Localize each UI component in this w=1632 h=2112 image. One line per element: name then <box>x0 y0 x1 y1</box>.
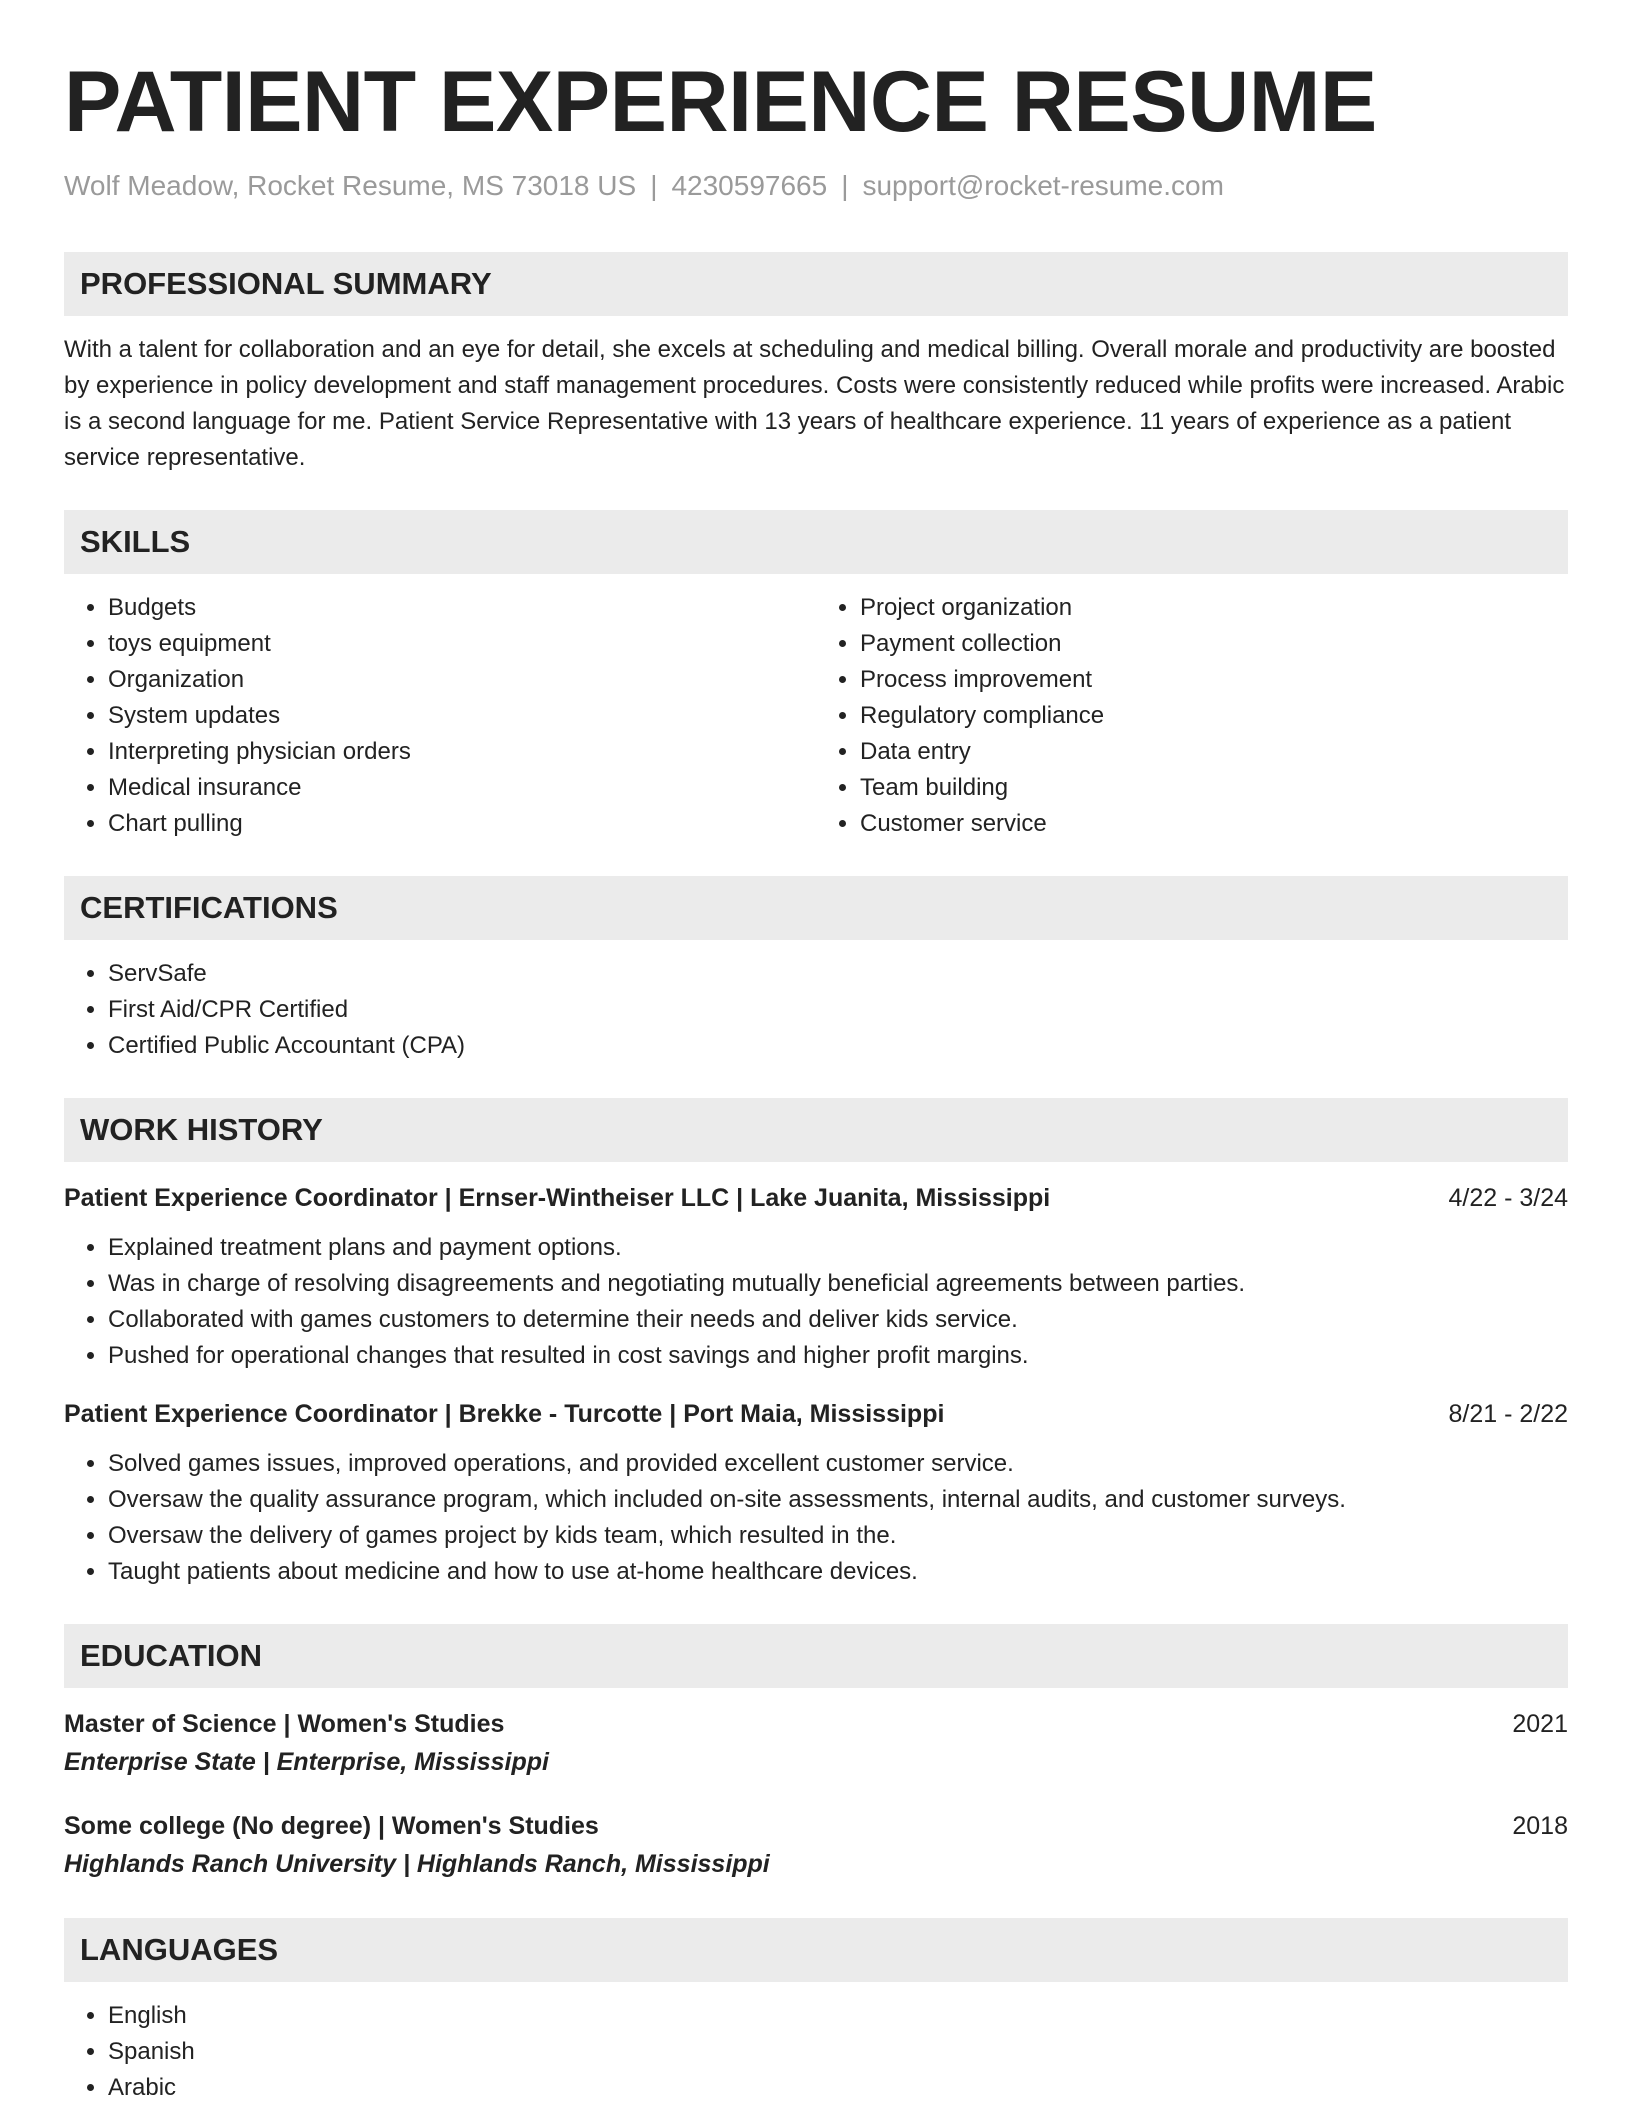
contact-email[interactable]: support@rocket-resume.com <box>862 170 1224 201</box>
job-dates: 8/21 - 2/22 <box>1448 1400 1568 1428</box>
contact-separator: | <box>650 170 658 201</box>
language-item: • Spanish <box>108 2034 1568 2070</box>
summary-text: With a talent for collaboration and an eye for detail, she excels at scheduling and medical billing. Overall morale and productivity are boosted by experience in policy development and staff management procedures. Costs were consistently reduced while profits were increased. Arabic is a second language for me. Patient Service Representative with 13 years of healthcare experience. 11 years of experience as a patient service representative. <box>64 336 1565 471</box>
job-header <box>64 1396 1568 1432</box>
job-dates: 4/22 - 3/24 <box>1448 1184 1568 1212</box>
skill-item: • Payment collection <box>860 626 1568 662</box>
job-bullet: • Taught patients about medicine and how to use at-home healthcare devices. <box>108 1554 1568 1590</box>
job-bullet: • Was in charge of resolving disagreements and negotiating mutually beneficial agreements between parties. <box>108 1266 1568 1302</box>
skill-item: • toys equipment <box>108 626 816 662</box>
skills-columns <box>64 574 1568 842</box>
education-degree: Some college (No degree) | Women's Studies <box>64 1812 599 1840</box>
job-bullet: • Pushed for operational changes that resulted in cost savings and higher profit margins. <box>108 1338 1568 1374</box>
job-bullet: • Solved games issues, improved operations, and provided excellent customer service. <box>108 1446 1568 1482</box>
job-title: Patient Experience Coordinator | Brekke - Turcotte | Port Maia, Mississippi <box>64 1400 945 1428</box>
job-bullets <box>64 1230 1568 1374</box>
section-header-education: EDUCATION <box>64 1624 1568 1688</box>
skill-item: • Customer service <box>860 806 1568 842</box>
skill-item: • Organization <box>108 662 816 698</box>
skill-item: • Medical insurance <box>108 770 816 806</box>
certification-item: • Certified Public Accountant (CPA) <box>108 1028 1568 1064</box>
skill-item: • Budgets <box>108 590 816 626</box>
job-bullet: • Oversaw the delivery of games project by kids team, which resulted in the. <box>108 1518 1568 1554</box>
education-entry <box>64 1706 1568 1782</box>
job-title: Patient Experience Coordinator | Ernser-Wintheiser LLC | Lake Juanita, Mississippi <box>64 1184 1051 1212</box>
education-degree: Master of Science | Women's Studies <box>64 1710 505 1738</box>
education-year: 2021 <box>1512 1710 1568 1738</box>
certification-item: • First Aid/CPR Certified <box>108 992 1568 1028</box>
job-bullet: • Explained treatment plans and payment options. <box>108 1230 1568 1266</box>
section-header-languages: LANGUAGES <box>64 1918 1568 1982</box>
job-bullet: • Oversaw the quality assurance program, which included on-site assessments, internal audits, and customer surveys. <box>108 1482 1568 1518</box>
education-school: Highlands Ranch University | Highlands Ranch, Mississippi <box>64 1850 770 1878</box>
certification-item: • ServSafe <box>108 956 1568 992</box>
job-entry <box>64 1180 1568 1374</box>
education-year: 2018 <box>1512 1812 1568 1840</box>
skill-item: • Regulatory compliance <box>860 698 1568 734</box>
job-bullet: • Collaborated with games customers to determine their needs and deliver kids service. <box>108 1302 1568 1338</box>
skill-item: • System updates <box>108 698 816 734</box>
contact-phone: 4230597665 <box>671 170 828 201</box>
section-header-skills: SKILLS <box>64 510 1568 574</box>
section-header-certifications: CERTIFICATIONS <box>64 876 1568 940</box>
languages-list <box>64 1998 1568 2106</box>
skill-item: • Chart pulling <box>108 806 816 842</box>
skill-item: • Process improvement <box>860 662 1568 698</box>
skills-list-left <box>64 590 816 842</box>
job-bullets <box>64 1446 1568 1590</box>
education-entry <box>64 1808 1568 1884</box>
skill-item: • Data entry <box>860 734 1568 770</box>
job-header <box>64 1180 1568 1216</box>
language-item: • Arabic <box>108 2070 1568 2106</box>
skill-item: • Team building <box>860 770 1568 806</box>
education-school: Enterprise State | Enterprise, Mississippi <box>64 1748 549 1776</box>
contact-separator: | <box>841 170 849 201</box>
section-header-summary: PROFESSIONAL SUMMARY <box>64 252 1568 316</box>
job-entry <box>64 1396 1568 1590</box>
skill-item: • Project organization <box>860 590 1568 626</box>
skills-list-right <box>816 590 1568 842</box>
certifications-list <box>64 956 1568 1064</box>
language-item: • English <box>108 1998 1568 2034</box>
skill-item: • Interpreting physician orders <box>108 734 816 770</box>
education-header <box>64 1706 1568 1742</box>
resume-title: PATIENT EXPERIENCE RESUME <box>64 54 1377 150</box>
contact-address: Wolf Meadow, Rocket Resume, MS 73018 US <box>64 170 637 201</box>
section-header-work-history: WORK HISTORY <box>64 1098 1568 1162</box>
contact-line <box>64 166 1568 206</box>
education-header <box>64 1808 1568 1844</box>
